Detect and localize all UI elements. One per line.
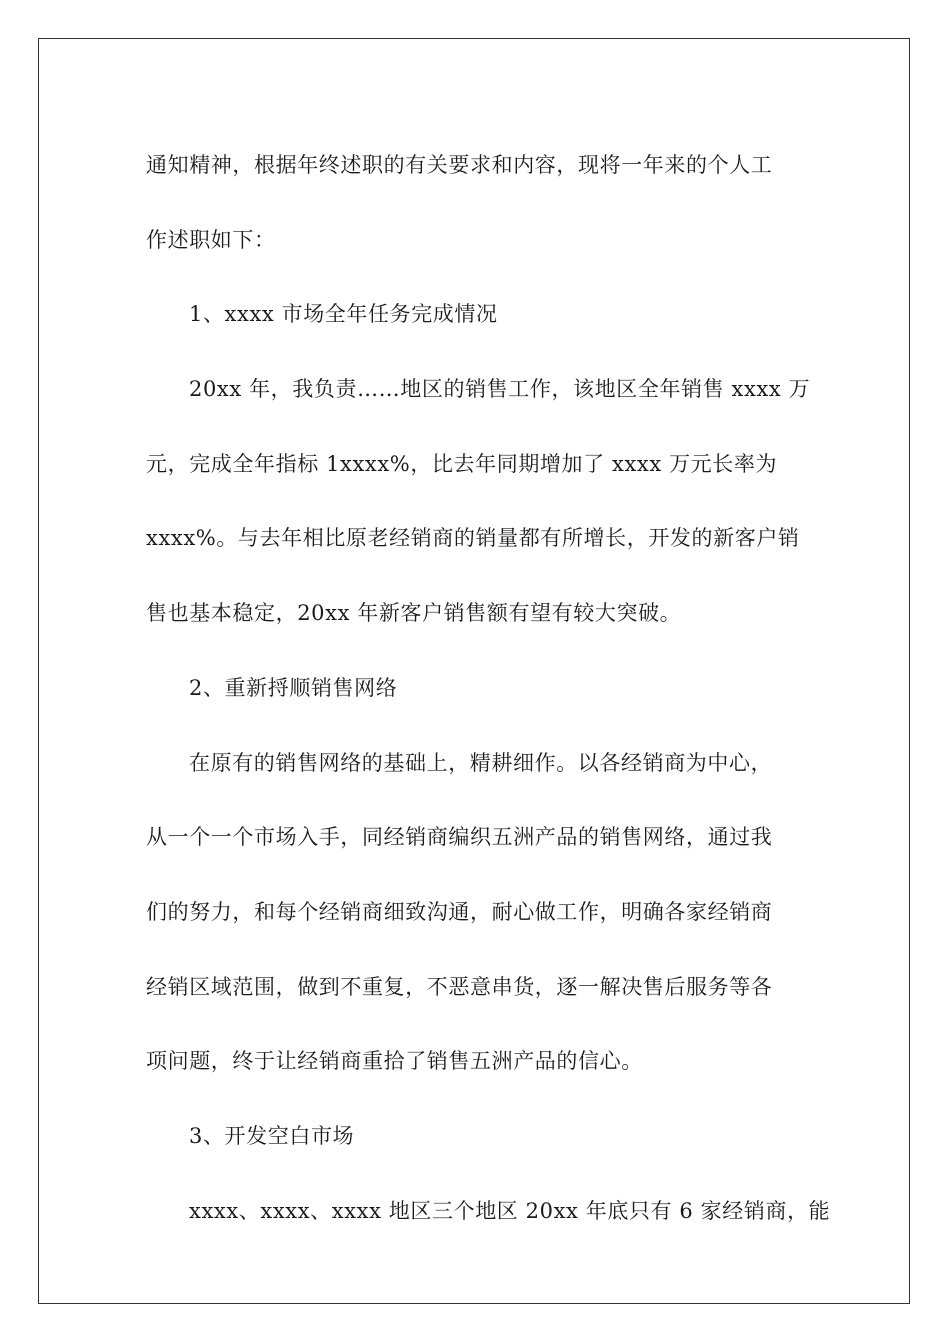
section-heading-3: 3、开发空白市场	[189, 1123, 355, 1148]
document-body	[146, 128, 831, 1248]
text-line-1: 通知精神，根据年终述职的有关要求和内容，现将一年来的个人工	[146, 153, 773, 177]
text-line-6: xxxx%。与去年相比原老经销商的销量都有所增长，开发的新客户销	[146, 526, 800, 551]
text-line-7: 售也基本稳定，20xx 年新客户销售额有望有较大突破。	[146, 601, 682, 626]
text-line-13: 项问题，终于让经销商重拾了销售五洲产品的信心。	[146, 1049, 643, 1074]
text-line-10: 从一个一个市场入手，同经销商编织五洲产品的销售网络，通过我	[146, 825, 773, 850]
section-heading-1: 1、xxxx 市场全年任务完成情况	[189, 302, 498, 327]
text-line-9: 在原有的销售网络的基础上，精耕细作。以各经销商为中心，	[189, 750, 773, 775]
text-line-2: 作述职如下：	[146, 227, 276, 252]
text-line-11: 们的努力，和每个经销商细致沟通，耐心做工作，明确各家经销商	[146, 899, 773, 924]
text-line-4: 20xx 年，我负责……地区的销售工作，该地区全年销售 xxxx 万	[189, 377, 811, 402]
text-line-15: xxxx、xxxx、xxxx 地区三个地区 20xx 年底只有 6 家经销商，能	[189, 1198, 831, 1223]
text-line-12: 经销区域范围，做到不重复，不恶意串货，逐一解决售后服务等各	[146, 974, 773, 999]
section-heading-2: 2、重新捋顺销售网络	[189, 675, 398, 700]
text-line-5: 元，完成全年指标 1xxxx%，比去年同期增加了 xxxx 万元长率为	[146, 451, 778, 476]
